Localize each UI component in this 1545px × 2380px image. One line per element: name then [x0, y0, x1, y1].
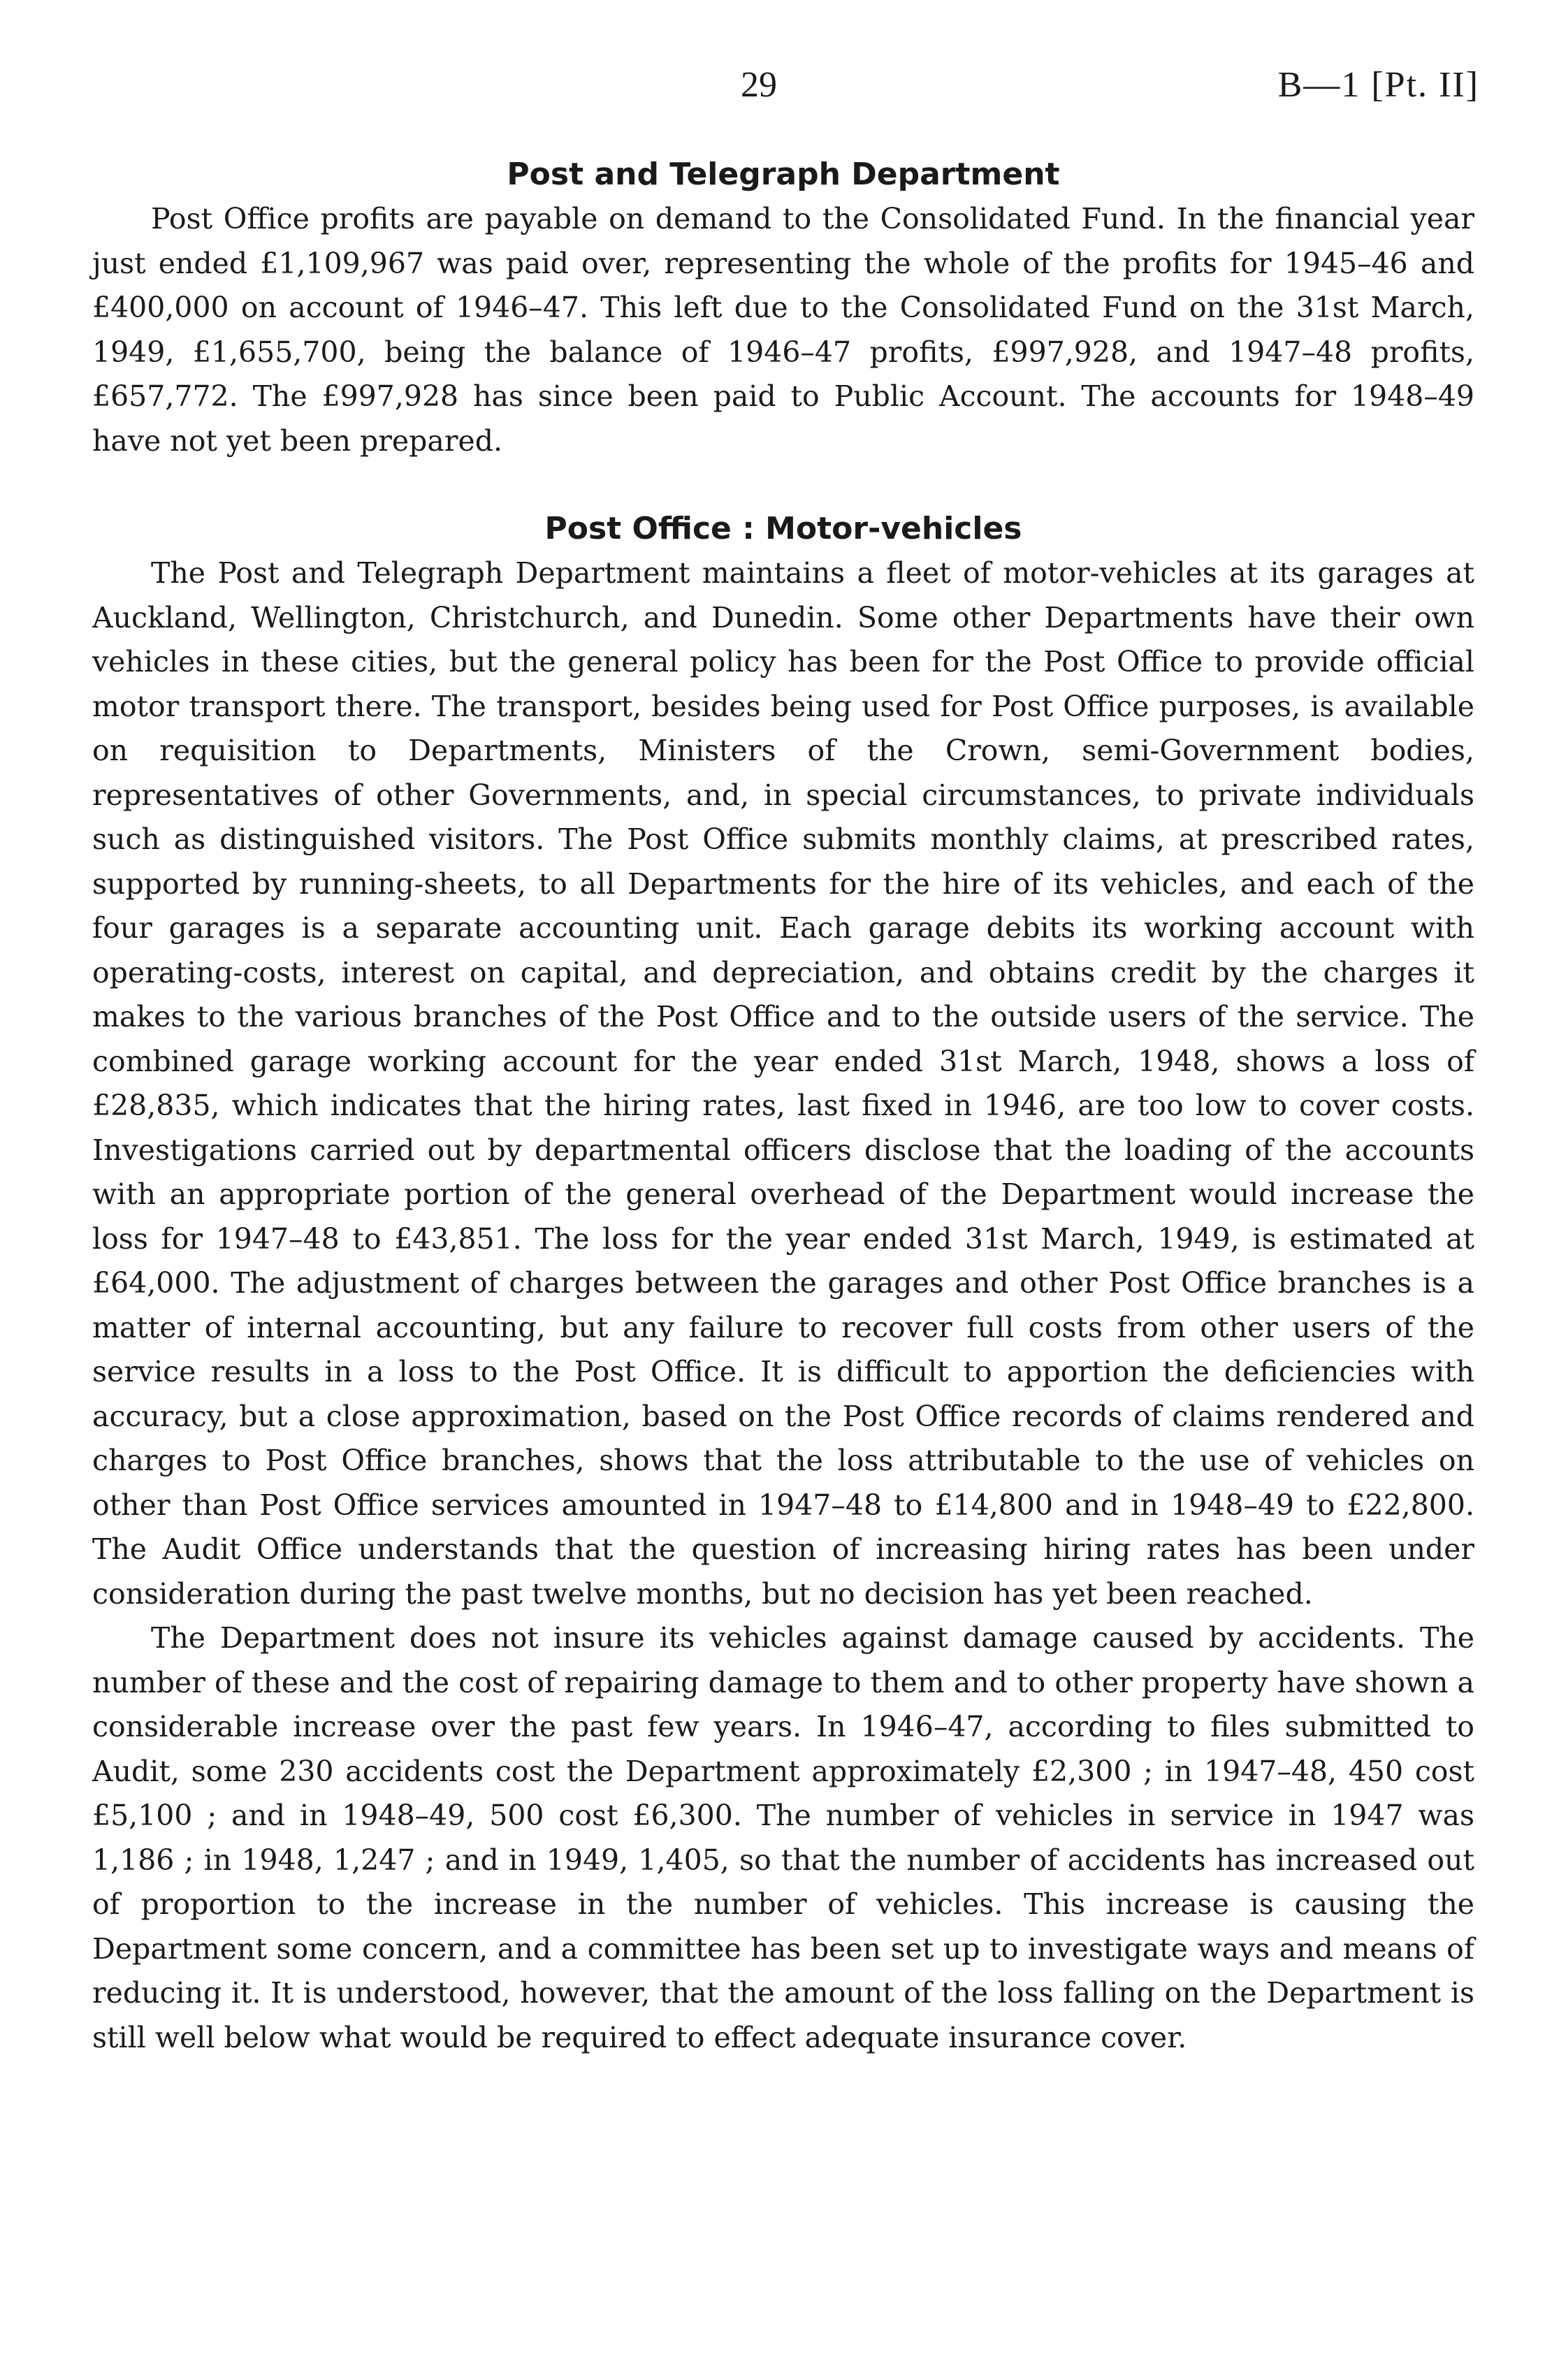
page-number: 29 [741, 65, 777, 105]
paragraph-fleet: The Post and Telegraph Department maintains a fleet of motor-vehicles at its garages at Auckland, Wellington, Christchurch, and Dunedin. Some other Departments have their own vehicles in these cities, but the general policy has been for the Post Office to provide official motor transport there. The transport, besides being used for Post Office purposes, is available on requisition to Departments, Ministers of the Crown, semi-Government bodies, representatives of other Governments, and, in special circumstances, to private individuals such as distinguished visitors. The Post Office submits monthly claims, at prescribed rates, supported by running-sheets, to all Departments for the hire of its vehicles, and each of the four garages is a separate accounting unit. Each garage debits its working account with operating-costs, interest on capital, and depreciation, and obtains credit by the charges it makes to the various branches of the Post Office and to the outside users of the service. The combined garage working account for the year ended 31st March, 1948, shows a loss of £28,835, which indicates that the hiring rates, last fixed in 1946, are too low to cover costs. Investigations carried out by departmental officers disclose that the loading of the accounts with an appropriate portion of the general overhead of the Department would increase the loss for 1947–48 to £43,851. The loss for the year ended 31st March, 1949, is estimated at £64,000. The adjustment of charges between the garages and other Post Office branches is a matter of internal accounting, but any failure to recover full costs from other users of the service results in a loss to the Post Office. It is difficult to apportion the deficiencies with accuracy, but a close approximation, based on the Post Office records of claims rendered and charges to Post Office branches, shows that the loss attributable to the use of vehicles on other than Post Office services amounted in 1947–48 to £14,800 and in 1948–49 to £22,800. The Audit Office understands that the question of increasing hiring rates has been under consideration during the past twelve months, but no decision has yet been reached. [92, 556, 1474, 1611]
page-reference: B—1 [Pt. II] [1277, 65, 1479, 105]
document-body [92, 152, 1474, 2060]
paragraph-profits: Post Office profits are payable on demand to the Consolidated Fund. In the financial year just ended £1,109,967 was paid over, representing the whole of the profits for 1945–46 and £400,000 on account of 1946–47. This left due to the Consolidated Fund on the 31st March, 1949, £1,655,700, being the balance of 1946–47 profits, £997,928, and 1947–48 profits, £657,772. The £997,928 has since been paid to Public Account. The accounts for 1948–49 have not yet been prepared. [92, 202, 1474, 458]
section-title-motor-vehicles: Post Office : Motor-vehicles [544, 511, 1022, 546]
paragraph-accidents: The Department does not insure its vehicles against damage caused by accidents. The number of these and the cost of repairing damage to them and to other property have shown a considerable increase over the past few years. In 1946–47, according to files submitted to Audit, some 230 accidents cost the Department approximately £2,300 ; in 1947–48, 450 cost £5,100 ; and in 1948–49, 500 cost £6,300. The number of vehicles in service in 1947 was 1,186 ; in 1948, 1,247 ; and in 1949, 1,405, so that the number of accidents has increased out of proportion to the increase in the number of vehicles. This increase is causing the Department some concern, and a committee has been set up to investigate ways and means of reducing it. It is understood, however, that the amount of the loss falling on the Department is still well below what would be required to effect adequate insurance cover. [92, 1621, 1474, 2054]
page-header [0, 64, 1545, 120]
section-title-post-telegraph: Post and Telegraph Department [507, 157, 1060, 192]
